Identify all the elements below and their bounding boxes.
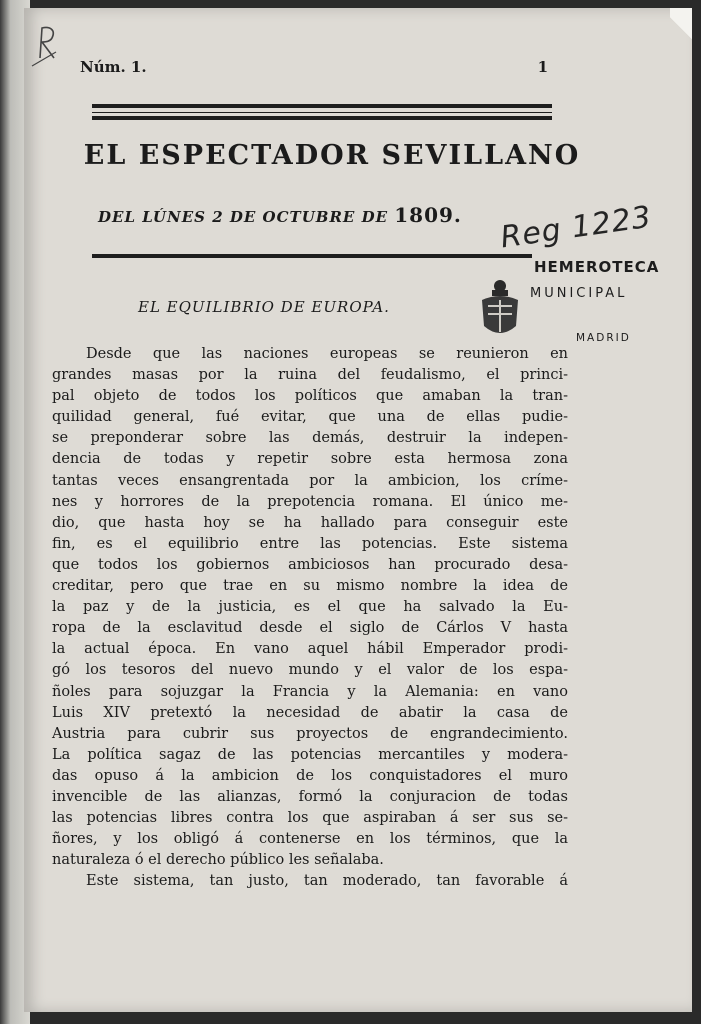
- text-line: ñores, y los obligó á contenerse en los términos, que la: [52, 831, 568, 848]
- text-line: las potencias libres contra los que aspiraban á ser sus se-: [52, 810, 568, 827]
- text-line: dencia de todas y repetir sobre esta hermosa zona: [52, 451, 568, 468]
- text-line: Luis XIV pretextó la necesidad de abatir la casa de: [52, 704, 568, 721]
- text-line: que todos los gobiernos ambiciosos han procurado desa-: [52, 556, 568, 573]
- masthead-title: EL ESPECTADOR SEVILLANO: [83, 140, 581, 171]
- text-line: Austria para cubrir sus proyectos de engrandecimiento.: [52, 725, 568, 742]
- text-line: naturaleza ó el derecho público les señalaba.: [52, 852, 384, 869]
- article-heading: EL EQUILIBRIO DE EUROPA.: [138, 298, 390, 316]
- text-line: Este sistema, tan justo, tan moderado, tan favorable á: [86, 873, 568, 890]
- article-body: [52, 344, 568, 892]
- stamp-line-hemeroteca: HEMEROTECA: [534, 258, 660, 276]
- text-line: nes y horrores de la prepotencia romana. El único me-: [52, 493, 568, 510]
- text-line: dio, que hasta hoy se ha hallado para conseguir este: [52, 514, 568, 531]
- text-line: das opuso á la ambicion de los conquistadores el muro: [52, 767, 568, 784]
- text-line: gó los tesoros del nuevo mundo y el valor de los espa-: [52, 662, 568, 679]
- text-line: se preponderar sobre las demás, destruir la indepen-: [52, 430, 568, 447]
- issue-number: Núm. 1.: [80, 58, 147, 76]
- stamp-line-municipal: MUNICIPAL: [530, 286, 628, 301]
- text-line: pal objeto de todos los políticos que amaban la tran-: [52, 388, 568, 405]
- text-line: la paz y de la justicia, es el que ha salvado la Eu-: [52, 599, 568, 616]
- header-double-rule: [92, 104, 552, 120]
- library-stamp: [470, 258, 686, 358]
- text-line: fin, es el equilibrio entre las potencias. Este sistema: [52, 535, 568, 552]
- text-line: la actual época. En vano aquel hábil Emperador prodi-: [52, 641, 568, 658]
- text-line: ñoles para sojuzgar la Francia y la Alemania: en vano: [52, 683, 568, 700]
- text-line: invencible de las alianzas, formó la conjuracion de todas: [52, 788, 568, 805]
- page-number: 1: [537, 58, 548, 76]
- handwritten-registry-number: Reg 1223: [498, 199, 654, 256]
- issue-date-text: DEL LÚNES 2 DE OCTUBRE DE: [98, 208, 389, 226]
- issue-date-year: 1809.: [394, 203, 462, 227]
- text-line: grandes masas por la ruina del feudalismo, el princi-: [52, 367, 568, 384]
- text-line: creditar, pero que trae en su mismo nombre la idea de: [52, 578, 568, 595]
- stamp-line-madrid: MADRID: [576, 332, 631, 344]
- pencil-mark-r: [30, 22, 64, 68]
- crest-icon: [470, 274, 530, 346]
- issue-date: [98, 203, 518, 227]
- text-line: tantas veces ensangrentada por la ambicion, los críme-: [52, 472, 568, 489]
- text-line: Desde que las naciones europeas se reunieron en: [86, 346, 568, 362]
- article-paragraph-2: [52, 871, 568, 892]
- article-paragraph-1: [52, 344, 568, 871]
- text-line: La política sagaz de las potencias mercantiles y modera-: [52, 746, 568, 763]
- masthead-rule: [92, 254, 532, 258]
- text-line: ropa de la esclavitud desde el siglo de Cárlos V hasta: [52, 620, 568, 637]
- text-line: quilidad general, fué evitar, que una de ellas pudie-: [52, 409, 568, 426]
